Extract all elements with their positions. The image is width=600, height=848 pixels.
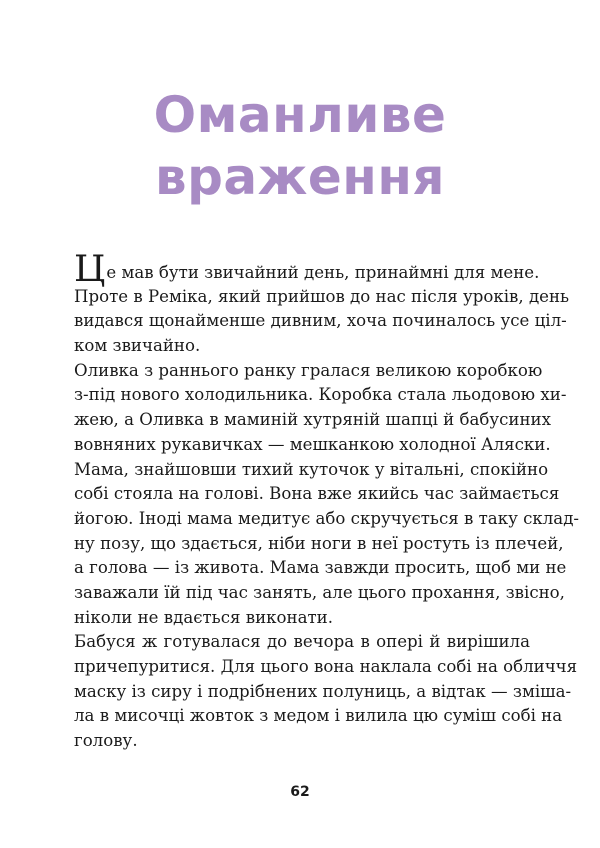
chapter-title-line-2: враження [154, 148, 446, 206]
text-line [74, 482, 560, 507]
chapter-title [0, 84, 600, 208]
text-line-content: жею, а Оливка в маминій хутряній шапці й бабусиних [74, 410, 551, 430]
text-line-content: видався щонайменше дивним, хоча починалось усе ціл- [74, 311, 567, 331]
text-line-content: причепуритися. Для цього вона наклала собі на обличчя [74, 657, 578, 676]
text-line [74, 680, 572, 705]
text-line-content: маску із сиру і подрібнених полуниць, а відтак — зміша- [74, 681, 572, 701]
text-line-content: е мав бути звичайний день, принаймні для мене. [106, 263, 540, 282]
page-number: 62 [290, 784, 310, 800]
text-line [74, 359, 543, 384]
text-line-content: Проте в Реміка, який прийшов до нас після уроків, день [74, 286, 570, 306]
text-line-content: йогою. Іноді мама медитує або скручується в таку склад- [74, 508, 580, 528]
text-line-content: заважали їй під час занять, але цього прохання, звісно, [74, 582, 565, 602]
text-line-content: Мама, знайшовши тихий куточок у вітальні, спокійно [74, 459, 549, 479]
text-line-content: собі стояла на голові. Вона вже якийсь час займається [74, 484, 560, 504]
text-line-content: з-під нового холодильника. Коробка стала льодовою хи- [74, 385, 567, 405]
text-line [74, 408, 551, 433]
text-line-content: а голова — із живота. Мама завжди просить, щоб ми не [74, 558, 567, 578]
text-line [74, 655, 578, 680]
text-line [74, 507, 580, 532]
text-line-content: ніколи не вдається виконати. [74, 607, 333, 627]
text-line-content: ну позу, що здається, ніби ноги в неї ростуть із плечей, [74, 533, 564, 553]
text-line [74, 334, 530, 359]
text-line [74, 383, 567, 408]
text-line [74, 249, 540, 290]
drop-cap: Ц [74, 249, 106, 290]
text-line-content: вовняних рукавичках — мешканкою холодної Аляски. [74, 434, 551, 454]
text-line [74, 704, 563, 729]
text-line [74, 309, 567, 334]
text-line [74, 556, 567, 581]
text-line-content: Бабуся ж готувалася до вечора в опері й вирішила [74, 632, 530, 652]
chapter-body [74, 249, 580, 754]
text-line-content: голову. [74, 731, 138, 751]
text-line [74, 729, 530, 754]
text-line [74, 433, 551, 458]
chapter-title-line-1: Оманливе [153, 86, 447, 144]
text-line [74, 606, 530, 631]
text-line-content: ла в мисочці жовток з медом і вилила цю суміш собі на [74, 706, 563, 726]
text-line-content: ком звичайно. [74, 336, 201, 356]
text-line [74, 630, 530, 655]
text-line [74, 581, 565, 606]
text-line [74, 285, 570, 310]
text-line [74, 532, 564, 557]
text-line-content: Оливка з раннього ранку гралася великою коробкою [74, 360, 543, 380]
text-line [74, 458, 549, 483]
